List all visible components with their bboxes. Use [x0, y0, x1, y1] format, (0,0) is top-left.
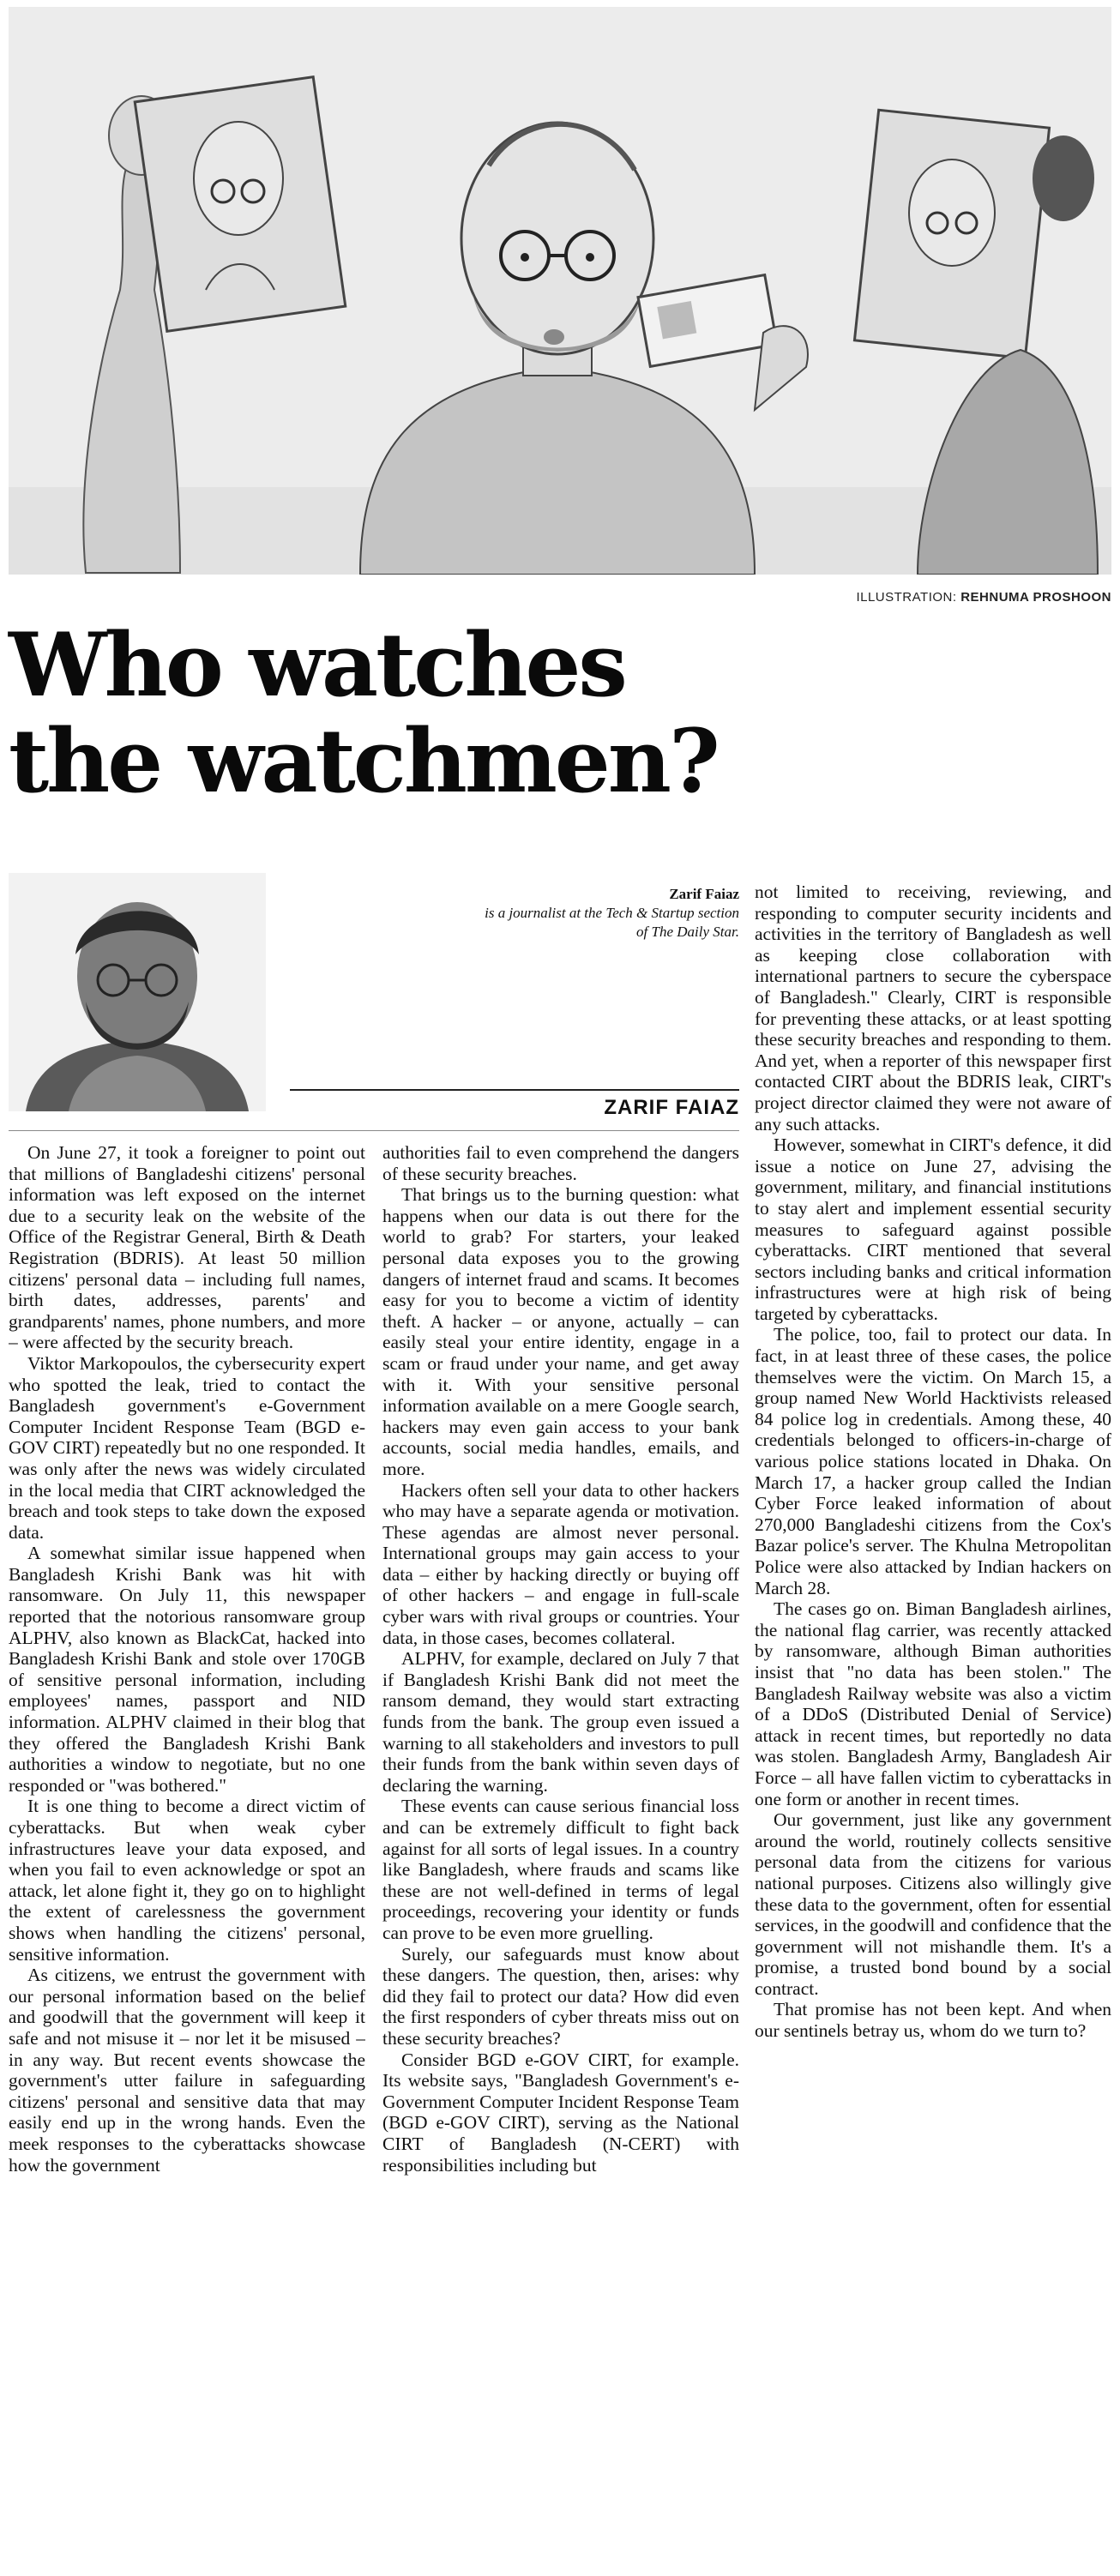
article-column-3	[755, 882, 1111, 2571]
paragraph: Surely, our safeguards must know about these dangers. The question, then, arises: why did they fail to protect our data? How did even the first responders of cyber threats miss out on these security breaches?	[382, 1943, 739, 2049]
article-illustration	[9, 7, 1111, 575]
article-column-2	[382, 1142, 739, 2571]
paragraph: ALPHV, for example, declared on July 7 that if Bangladesh Krishi Bank did not meet the ransom demand, they would start extracting funds from the bank. The group even issued a warning to all stakeholders and investors to pull their funds from the bank within seven days of declaring the warning.	[382, 1648, 739, 1796]
paragraph: A somewhat similar issue happened when Bangladesh Krishi Bank was hit with ransomware. On July 11, this newspaper reported that the notorious ransomware group ALPHV, also known as BlackCat, hacked into Bangladesh Krishi Bank and stole over 170GB of sensitive personal information, including employees' names, passport and NID information. ALPHV claimed in their blog that they offered the Bangladesh Krishi Bank authorities a window to negotiate, but no one responded or "was bothered."	[9, 1543, 365, 1796]
author-photo	[9, 873, 266, 1111]
byline-rule	[290, 1089, 739, 1091]
credit-name: REHNUMA PROSHOON	[960, 590, 1111, 605]
paragraph: The cases go on. Biman Bangladesh airlines, the national flag carrier, was recently attacked by ransomware, although Biman authorities insist that "no data has been stolen." The Bangladesh Railway website was also a victim of a DDoS (Distributed Denial of Service) attack in recent times, but reportedly no data was stolen. Bangladesh Army, Bangladesh Air Force – all have fallen victim to cyberattacks in one form or another in recent times.	[755, 1598, 1111, 1809]
author-note-name: Zarif Faiaz	[669, 886, 739, 902]
author-bio: is a journalist at the Tech & Startup section of The Daily Star.	[485, 905, 739, 940]
illustration-credit	[856, 590, 1111, 605]
paragraph: Consider BGD e-GOV CIRT, for example. Its website says, "Bangladesh Government's e-Government Computer Incident Response Team (BGD e-GOV CIRT), serving as the National CIRT of Bangladesh (N-CERT) with responsibilities including but	[382, 2049, 739, 2176]
paragraph: That promise has not been kept. And when our sentinels betray us, whom do we turn to?	[755, 1999, 1111, 2042]
paragraph: The police, too, fail to protect our data. In fact, in at least three of these cases, the police themselves were the victim. On March 15, a group named New World Hacktivists released 84 police log in credentials. Among these, 40 credentials belonged to officers-in-charge of various police stations located in Dhaka. On March 17, a hacker group called the Indian Cyber Force leaked information of about 270,000 Bangladeshi citizens from the Cox's Bazar police's server. The Khulna Metropolitan Police were also attacked by Indian hackers on March 28.	[755, 1324, 1111, 1598]
paragraph: It is one thing to become a direct victim of cyberattacks. But when weak cyber infrastructures leave your data exposed, and when you fail to even acknowledge or spot an attack, let alone fight it, they go on to highlight the extent of carelessness the government shows when handling the citizens' personal, sensitive information.	[9, 1796, 365, 1965]
article-headline: Who watches the watchmen?	[9, 614, 718, 813]
byline: ZARIF FAIAZ	[604, 1096, 739, 1119]
illustration-drawing	[9, 7, 1111, 575]
paragraph: authorities fail to even comprehend the dangers of these security breaches.	[382, 1142, 739, 1184]
credit-label: ILLUSTRATION:	[856, 590, 957, 605]
author-portrait	[9, 873, 266, 1111]
article-column-1	[9, 1142, 365, 2571]
paragraph: not limited to receiving, reviewing, and responding to computer security incidents and activities in the territory of Bangladesh as well as keeping close collaboration with international partners to secure the cyberspace of Bangladesh." Clearly, CIRT is responsible for preventing these attacks, or at least spotting these security breaches and responding to them. And yet, when a reporter of this newspaper first contacted CIRT about the BDRIS leak, CIRT's project director claimed they were not aware of any such attacks.	[755, 882, 1111, 1135]
paragraph: That brings us to the burning question: what happens when our data is out there for the world to grab? For starters, your leaked personal data exposes you to the growing dangers of internet fraud and scams. It becomes easy for you to become a victim of identity theft. A hacker – or anyone, actually – can easily steal your entire identity, engage in a scam or fraud under your name, and get away with it. With your sensitive personal information available on a mere Google search, hackers may even gain access to your bank accounts, social media handles, emails, and more.	[382, 1184, 739, 1479]
author-note	[480, 885, 739, 942]
byline-divider	[9, 1130, 739, 1131]
paragraph: However, somewhat in CIRT's defence, it did issue a notice on June 27, advising the government, military, and financial institutions to stay alert and implement essential security measures to safeguard against possible cyberattacks. CIRT mentioned that several sectors including banks and critical information infrastructures were at high risk of being targeted by cyberattacks.	[755, 1135, 1111, 1324]
paragraph: Hackers often sell your data to other hackers who may have a separate agenda or motivation. These agendas are almost never personal. International groups may gain access to your data – either by hacking directly or buying off of other hackers – and engage in full-scale cyber wars with rival groups or countries. Your data, in those cases, becomes collateral.	[382, 1479, 739, 1648]
paragraph: On June 27, it took a foreigner to point out that millions of Bangladeshi citizens' personal information was left exposed on the internet due to a security leak on the website of the Office of the Registrar General, Birth & Death Registration (BDRIS). At least 50 million citizens' personal data – including full names, birth dates, addresses, parents' and grandparents' names, phone numbers, and more – were affected by the security breach.	[9, 1142, 365, 1353]
paragraph: As citizens, we entrust the government with our personal information based on the belief and goodwill that the government will keep it safe and not misuse it – nor let it be misused – in any way. But recent events showcase the government's utter failure in safeguarding citizens' personal and sensitive data that may easily end up in the wrong hands. Even the meek responses to the cyberattacks showcase how the government	[9, 1965, 365, 2176]
paragraph: Viktor Markopoulos, the cybersecurity expert who spotted the leak, tried to contact the Bangladesh government's e-Government Computer Incident Response Team (BGD e-GOV CIRT) repeatedly but no one responded. It was only after the news was widely circulated in the local media that CIRT acknowledged the breach and took steps to take down the exposed data.	[9, 1352, 365, 1543]
paragraph: Our government, just like any government around the world, routinely collects sensitive personal data from the citizens for various national purposes. Citizens also willingly give these data to the government, often for essential services, in the goodwill and confidence that the government will not mishandle them. It's a promise, a trusted bond bound by a social contract.	[755, 1809, 1111, 1999]
paragraph: These events can cause serious financial loss and can be extremely difficult to fight back against for all sorts of legal issues. In a country like Bangladesh, where frauds and scams like these are not well-defined in terms of legal proceedings, recovering your identity or funds can prove to be even more gruelling.	[382, 1796, 739, 1943]
